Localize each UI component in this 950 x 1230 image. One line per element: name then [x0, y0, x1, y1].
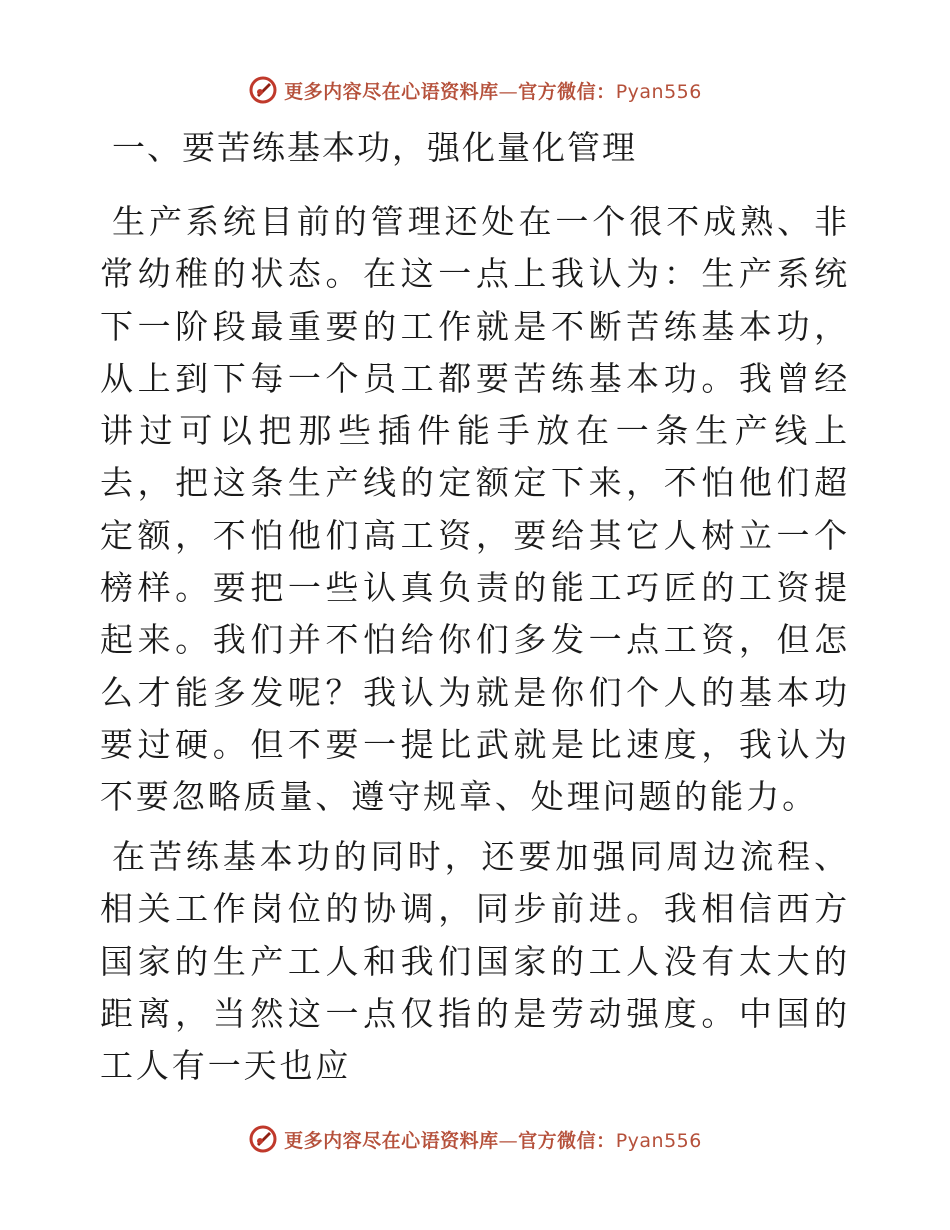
- header-watermark: [0, 72, 950, 108]
- paragraph-2: 在苦练基本功的同时，还要加强同周边流程、相关工作岗位的协调，同步前进。我相信西方国家的生产工人和我们国家的工人没有太大的距离，当然这一点仅指的是劳动强度。中国的工人有一天也应: [100, 837, 850, 1086]
- brand-logo-icon: [248, 1124, 278, 1154]
- watermark-text: 更多内容尽在心语资料库—官方微信：Pyan556: [284, 1129, 702, 1152]
- watermark-text: 更多内容尽在心语资料库—官方微信：Pyan556: [284, 80, 702, 103]
- brand-logo-icon: [248, 75, 278, 105]
- section-heading: 一、要苦练基本功，强化量化管理: [112, 128, 637, 167]
- footer-watermark: [0, 1121, 950, 1157]
- paragraph-1: 生产系统目前的管理还处在一个很不成熟、非常幼稚的状态。在这一点上我认为：生产系统下一阶段最重要的工作就是不断苦练基本功，从上到下每一个员工都要苦练基本功。我曾经讲过可以把那些插件能手放在一条生产线上去，把这条生产线的定额定下来，不怕他们超定额，不怕他们高工资，要给其它人树立一个榜样。要把一些认真负责的能工巧匠的工资提起来。我们并不怕给你们多发一点工资，但怎么才能多发呢？我认为就是你们个人的基本功要过硬。但不要一提比武就是比速度，我认为不要忽略质量、遵守规章、处理问题的能力。: [100, 202, 850, 817]
